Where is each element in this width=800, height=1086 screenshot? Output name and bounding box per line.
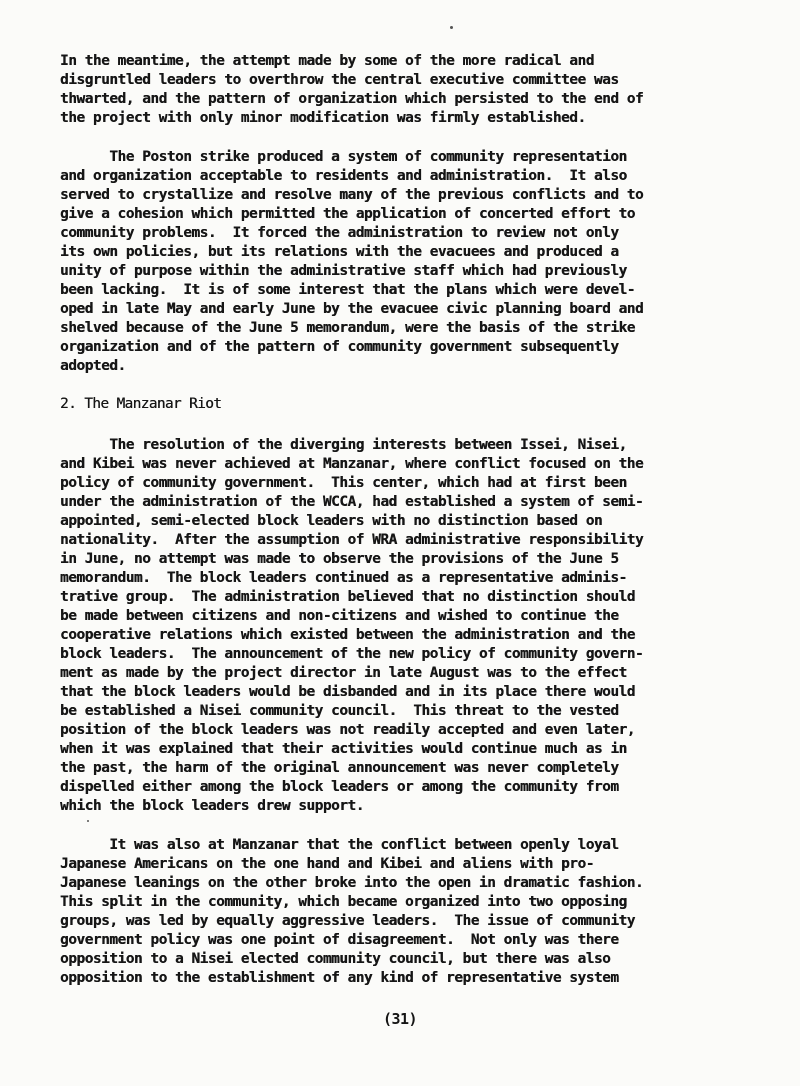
text-line: unity of purpose within the administrative staff which had previously <box>60 263 627 279</box>
text-line: memorandum. The block leaders continued as a representative adminis- <box>60 570 627 586</box>
text-line: The resolution of the diverging interests between Issei, Nisei, <box>60 437 627 453</box>
text-line: policy of community government. This center, which had at first been <box>60 475 627 491</box>
text-line: in June, no attempt was made to observe the provisions of the June 5 <box>60 551 619 567</box>
text-column <box>60 52 740 1008</box>
text-line: adopted. <box>60 358 126 374</box>
text-line: served to crystallize and resolve many of the previous conflicts and to <box>60 187 644 203</box>
text-line: and organization acceptable to residents and administration. It also <box>60 168 627 184</box>
paragraph-poston-strike <box>60 148 740 376</box>
text-line: and Kibei was never achieved at Manzanar, where conflict focused on the <box>60 456 644 472</box>
text-line: be established a Nisei community council. This threat to the vested <box>60 703 619 719</box>
section-heading-text: 2. The Manzanar Riot <box>60 396 222 412</box>
text-line: the project with only minor modification was firmly established. <box>60 110 586 126</box>
text-line: nationality. After the assumption of WRA administrative responsibility <box>60 532 644 548</box>
text-line: the past, the harm of the original announcement was never completely <box>60 760 619 776</box>
text-line: ment as made by the project director in late August was to the effect <box>60 665 627 681</box>
text-line: The Poston strike produced a system of community representation <box>60 149 627 165</box>
text-line: Japanese leanings on the other broke into the open in dramatic fashion. <box>60 875 644 891</box>
paragraph-poston-outcome <box>60 52 740 128</box>
text-line: It was also at Manzanar that the conflict between openly loyal <box>60 837 619 853</box>
paragraph-manzanar-split <box>60 836 740 988</box>
scan-speck <box>450 26 453 29</box>
text-line: opposition to a Nisei elected community council, but there was also <box>60 951 611 967</box>
text-line: groups, was led by equally aggressive leaders. The issue of community <box>60 913 635 929</box>
section-heading <box>60 395 740 414</box>
text-line: be made between citizens and non-citizens and wished to continue the <box>60 608 619 624</box>
text-line: oped in late May and early June by the evacuee civic planning board and <box>60 301 644 317</box>
text-line: block leaders. The announcement of the new policy of community govern- <box>60 646 644 662</box>
text-line: disgruntled leaders to overthrow the central executive committee was <box>60 72 619 88</box>
text-line: appointed, semi-elected block leaders with no distinction based on <box>60 513 603 529</box>
text-line: In the meantime, the attempt made by some of the more radical and <box>60 53 594 69</box>
text-line: trative group. The administration believed that no distinction should <box>60 589 635 605</box>
text-line: dispelled either among the block leaders or among the community from <box>60 779 619 795</box>
text-line: give a cohesion which permitted the application of concerted effort to <box>60 206 635 222</box>
text-line: under the administration of the WCCA, had established a system of semi- <box>60 494 644 510</box>
text-line: been lacking. It is of some interest that the plans which were devel- <box>60 282 635 298</box>
text-line: This split in the community, which became organized into two opposing <box>60 894 627 910</box>
text-line: community problems. It forced the administration to review not only <box>60 225 619 241</box>
text-line: when it was explained that their activities would continue much as in <box>60 741 627 757</box>
text-line: which the block leaders drew support. <box>60 798 364 814</box>
text-line: its own policies, but its relations with the evacuees and produced a <box>60 244 619 260</box>
text-line: thwarted, and the pattern of organization which persisted to the end of <box>60 91 644 107</box>
text-line: organization and of the pattern of community government subsequently <box>60 339 619 355</box>
text-line: government policy was one point of disagreement. Not only was there <box>60 932 619 948</box>
text-line: Japanese Americans on the one hand and Kibei and aliens with pro- <box>60 856 594 872</box>
paragraph-manzanar-conflict <box>60 436 740 816</box>
page-number: (31) <box>382 1010 418 1028</box>
text-line: position of the block leaders was not readily accepted and even later, <box>60 722 635 738</box>
text-line: shelved because of the June 5 memorandum, were the basis of the strike <box>60 320 635 336</box>
text-line: that the block leaders would be disbanded and in its place there would <box>60 684 635 700</box>
text-line: opposition to the establishment of any kind of representative system <box>60 970 619 986</box>
text-line: cooperative relations which existed between the administration and the <box>60 627 635 643</box>
